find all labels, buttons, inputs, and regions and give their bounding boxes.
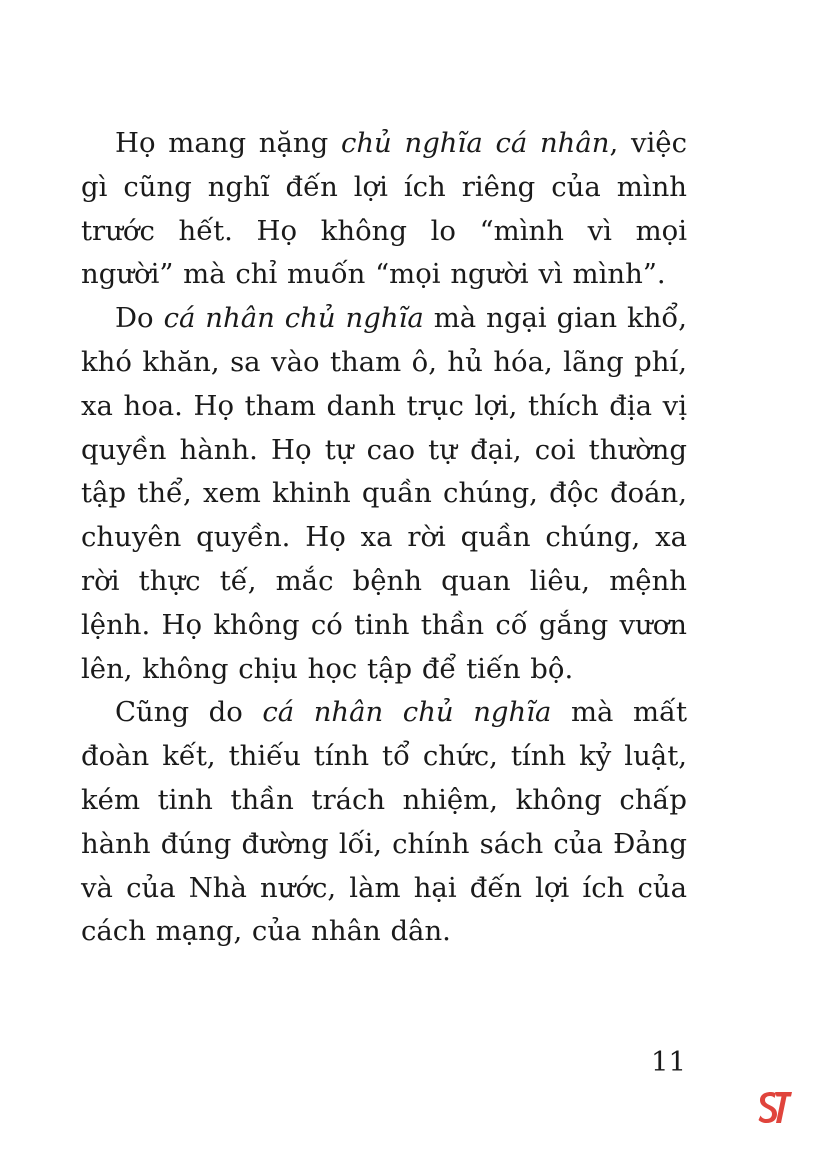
- paragraph-1: [81, 122, 687, 297]
- logo-t-shape: [775, 1092, 792, 1123]
- paragraph-3-run-2-italic: cá nhân chủ nghĩa: [262, 696, 552, 729]
- logo-s-shape: [759, 1092, 778, 1123]
- paragraph-2: [81, 297, 687, 691]
- publisher-logo-icon: [755, 1087, 795, 1127]
- paragraph-2-run-1: Do: [115, 302, 164, 335]
- paragraph-2-run-2-italic: cá nhân chủ nghĩa: [163, 302, 424, 335]
- page-body: [81, 122, 687, 954]
- paragraph-1-run-3: , việc gì cũng nghĩ đến lợi ích riêng của mình trước hết. Họ không lo “mình vì mọi người” mà chỉ muốn “mọi người vì mình”.: [81, 127, 687, 291]
- paragraph-1-run-2-italic: chủ nghĩa cá nhân: [340, 127, 610, 159]
- page-number: 11: [651, 1046, 686, 1078]
- paragraph-3: [81, 691, 687, 954]
- paragraph-1-run-1: Họ mang nặng: [115, 127, 341, 159]
- paragraph-3-run-3: mà mất đoàn kết, thiếu tính tổ chức, tính kỷ luật, kém tinh thần trách nhiệm, không chấp hành đúng đường lối, chính sách của Đảng và của Nhà nước, làm hại đến lợi ích của cách mạng, của nhân dân.: [81, 696, 687, 948]
- paragraph-2-run-3: mà ngại gian khổ, khó khăn, sa vào tham ô, hủ hóa, lãng phí, xa hoa. Họ tham danh trục lợi, thích địa vị quyền hành. Họ tự cao tự đại, coi thường tập thể, xem khinh quần chúng, độc đoán, chuyên quyền. Họ xa rời quần chúng, xa rời thực tế, mắc bệnh quan liêu, mệnh lệnh. Họ không có tinh thần cố gắng vươn lên, không chịu học tập để tiến bộ.: [81, 302, 687, 685]
- paragraph-3-run-1: Cũng do: [115, 696, 263, 729]
